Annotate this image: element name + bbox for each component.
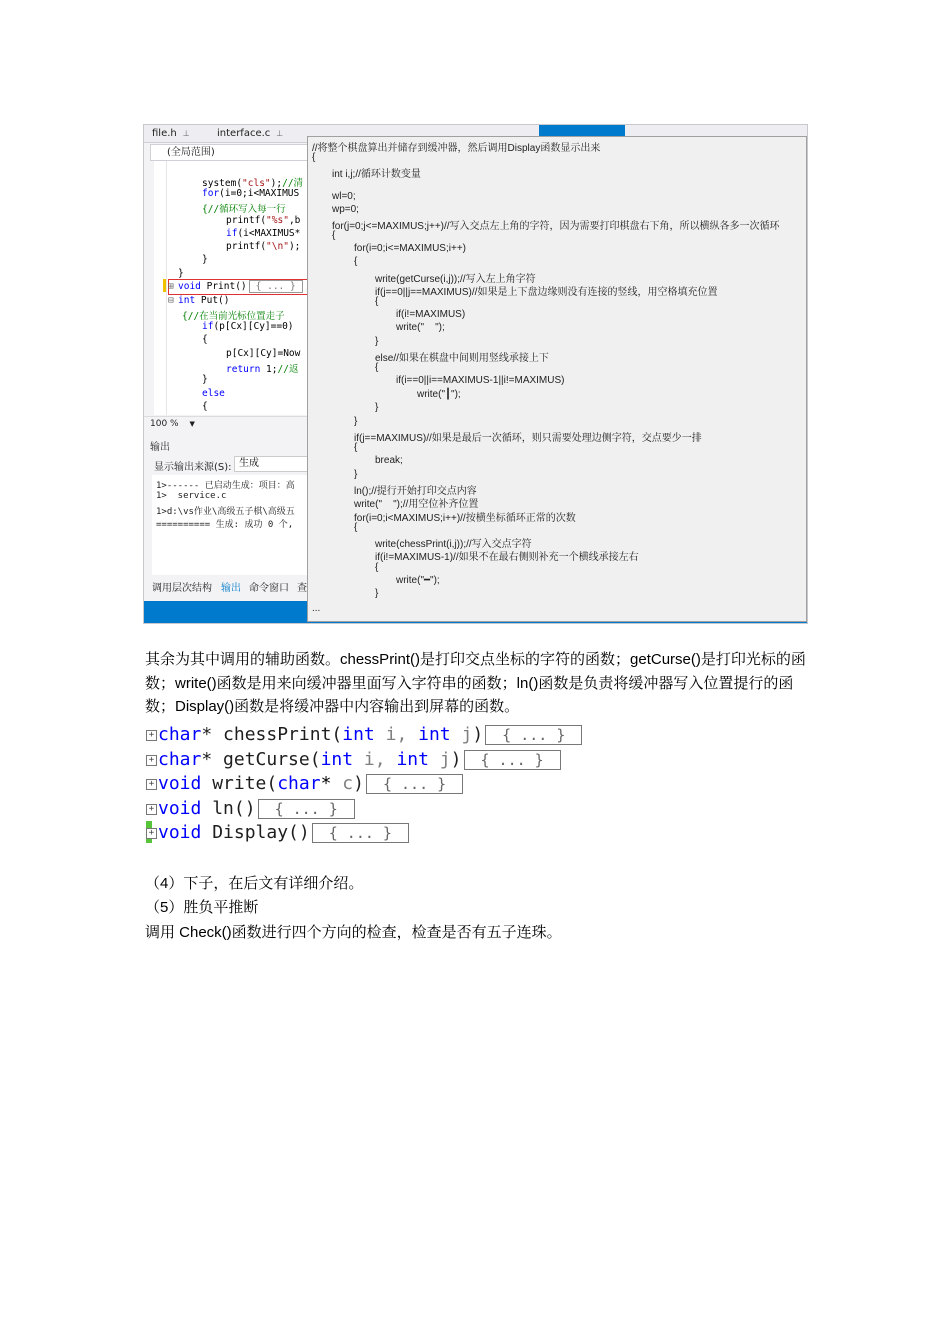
collapse-icon[interactable]: ⊟	[168, 295, 174, 306]
tooltip-code-line: wl=0;	[332, 191, 356, 202]
output-source-label: 显示输出来源(S):	[154, 462, 232, 473]
tooltip-code-line: }	[375, 588, 379, 599]
code-line: printf("%s",b	[226, 215, 301, 226]
output-line: ========== 生成: 成功 0 个,	[156, 520, 294, 530]
expand-icon[interactable]: ⊞	[168, 281, 174, 292]
tooltip-code-line: if(i!=MAXIMUS-1)//如果不在最右侧则补充一个横线承接左右	[375, 552, 639, 563]
zoom-level[interactable]: 100 %	[150, 419, 179, 429]
function-list	[146, 722, 591, 846]
tooltip-code-line: int i,j;//循环计数变量	[332, 169, 421, 180]
pin-icon: ⊥	[182, 129, 190, 138]
scope-dropdown[interactable]: (全局范围)	[150, 144, 324, 161]
expand-icon[interactable]: +	[146, 779, 157, 790]
code-line: }	[202, 254, 208, 265]
function-signature: void write(char* c) { ... }	[158, 773, 463, 795]
function-signature: void ln() { ... }	[158, 798, 355, 820]
step-5-detail: 调用 Check()函数进行四个方向的检查，检查是否有五子连珠。	[145, 924, 562, 941]
tooltip-code-line: for(i=0;i<=MAXIMUS;i++)	[354, 243, 466, 254]
function-signature: char* getCurse(int i, int j) { ... }	[158, 749, 561, 771]
code-line: for(i=0;i<MAXIMUS	[202, 188, 300, 199]
collapsed-block[interactable]: { ... }	[464, 750, 561, 770]
chevron-down-icon[interactable]: ▼	[189, 420, 195, 428]
collapsed-block[interactable]: { ... }	[249, 280, 303, 293]
step-5: （5）胜负平推断	[145, 899, 259, 916]
tooltip-code-line: //将整个棋盘算出并储存到缓冲器，然后调用Display函数显示出来	[312, 143, 601, 154]
output-title: 输出	[150, 442, 170, 453]
code-line: {	[202, 401, 208, 412]
tab-interface-c[interactable]: interface.c ⊥	[217, 128, 284, 139]
output-line: 1>d:\vs作业\高级五子棋\高级五	[156, 507, 295, 517]
code-line: p[Cx][Cy]=Now	[226, 348, 301, 359]
code-line: int Put()	[178, 295, 230, 306]
tooltip-code-line: {	[375, 562, 379, 573]
tooltip-code-line: {	[375, 362, 379, 373]
change-marker	[163, 279, 166, 292]
tooltip-code-line: write("━");	[396, 575, 440, 586]
output-line: 1>------ 已启动生成：项目：高	[156, 481, 295, 491]
tab-find[interactable]: 查	[297, 583, 307, 594]
tooltip-code-line: }	[354, 469, 358, 480]
code-line: void Print() { ... }	[178, 281, 303, 292]
tooltip-code-line: {	[354, 256, 358, 267]
tab-file-h[interactable]: file.h ⊥	[152, 128, 190, 139]
tooltip-code-line: wp=0;	[332, 204, 359, 215]
collapsed-block[interactable]: { ... }	[485, 725, 582, 745]
expand-icon[interactable]: +	[146, 804, 157, 815]
tooltip-code-line: write(" ");	[396, 322, 445, 333]
tooltip-code-line: write(chessPrint(i,j));//写入交点字符	[375, 539, 532, 550]
code-line: system("cls");//清	[202, 178, 304, 189]
tooltip-code-line: if(j==MAXIMUS)//如果是最后一次循环，则只需要处理边侧字符，交点要少一排	[354, 433, 702, 444]
code-line: {//循环写入每一行	[202, 204, 286, 215]
tab-call-hierarchy[interactable]: 调用层次结构	[152, 583, 212, 594]
code-preview-tooltip	[307, 136, 807, 622]
tooltip-code-line: ln();//提行开始打印交点内容	[354, 486, 477, 497]
code-line: if(i<MAXIMUS*	[226, 228, 301, 239]
code-line: }	[202, 374, 208, 385]
code-line: if(p[Cx][Cy]==0)	[202, 321, 294, 332]
tooltip-code-line: for(j=0;j<=MAXIMUS;j++)//写入交点左上角的字符，因为需要打印棋盘右下角，所以横纵各多一次循环	[332, 221, 780, 232]
code-line: }	[178, 268, 184, 279]
tooltip-code-line: for(i=0;i<MAXIMUS;i++)//按横坐标循环正常的次数	[354, 513, 576, 524]
paragraph-helper-functions: 其余为其中调用的辅助函数。chessPrint()是打印交点坐标的字符的函数；getCurse()是打印光标的函数；write()函数是用来向缓冲器里面写入字符串的函数；ln()函数是负责将缓冲器写入位置提行的函数；Display()函数是将缓冲器中内容输出到屏幕的函数。	[145, 651, 806, 715]
tooltip-code-line: {	[354, 442, 358, 453]
tooltip-code-line: write(getCurse(i,j));//写入左上角字符	[375, 274, 536, 285]
code-line: {	[202, 334, 208, 345]
editor-margin	[144, 161, 154, 415]
step-4: （4）下子，在后文有详细介绍。	[145, 875, 364, 892]
tooltip-code-line: {	[354, 522, 358, 533]
collapsed-block[interactable]: { ... }	[312, 823, 409, 843]
output-line: 1> service.c	[156, 491, 227, 501]
tooltip-code-line: {	[312, 152, 316, 163]
ide-screenshot	[143, 124, 808, 624]
tooltip-code-line: write(" ");//用空位补齐位置	[354, 499, 479, 510]
tooltip-code-line: else//如果在棋盘中间则用竖线承接上下	[375, 353, 549, 364]
function-signature: char* chessPrint(int i, int j) { ... }	[158, 724, 582, 746]
tooltip-code-line: ...	[312, 603, 321, 614]
tooltip-code-line: }	[375, 336, 379, 347]
collapsed-block[interactable]: { ... }	[258, 799, 355, 819]
code-line: else	[202, 388, 225, 399]
expand-icon[interactable]: +	[146, 828, 157, 839]
collapsed-block[interactable]: { ... }	[366, 774, 463, 794]
expand-icon[interactable]: +	[146, 730, 157, 741]
pin-icon: ⊥	[276, 129, 284, 138]
tooltip-code-line: if(i==0||i==MAXIMUS-1||i!=MAXIMUS)	[396, 375, 565, 386]
tooltip-code-line: if(j==0||j==MAXIMUS)//如果是上下盘边缘则没有连接的竖线，用空格填充位置	[375, 287, 718, 298]
code-line: return 1;//返	[226, 364, 299, 375]
code-line: printf("\n");	[226, 241, 301, 252]
expand-icon[interactable]: +	[146, 755, 157, 766]
tab-command-window[interactable]: 命令窗口	[249, 583, 289, 594]
code-line: {//在当前光标位置走子	[182, 311, 285, 322]
output-source-select[interactable]: 生成	[234, 456, 350, 472]
tooltip-code-line: {	[332, 230, 336, 241]
tooltip-code-line: }	[354, 416, 358, 427]
tooltip-code-line: write("┃");	[417, 389, 461, 400]
tooltip-code-line: break;	[375, 455, 403, 466]
tab-output[interactable]: 输出	[221, 583, 241, 594]
tooltip-code-line: {	[375, 296, 379, 307]
tooltip-code-line: }	[375, 402, 379, 413]
tooltip-code-line: if(i!=MAXIMUS)	[396, 309, 466, 320]
function-signature: void Display() { ... }	[158, 822, 409, 844]
